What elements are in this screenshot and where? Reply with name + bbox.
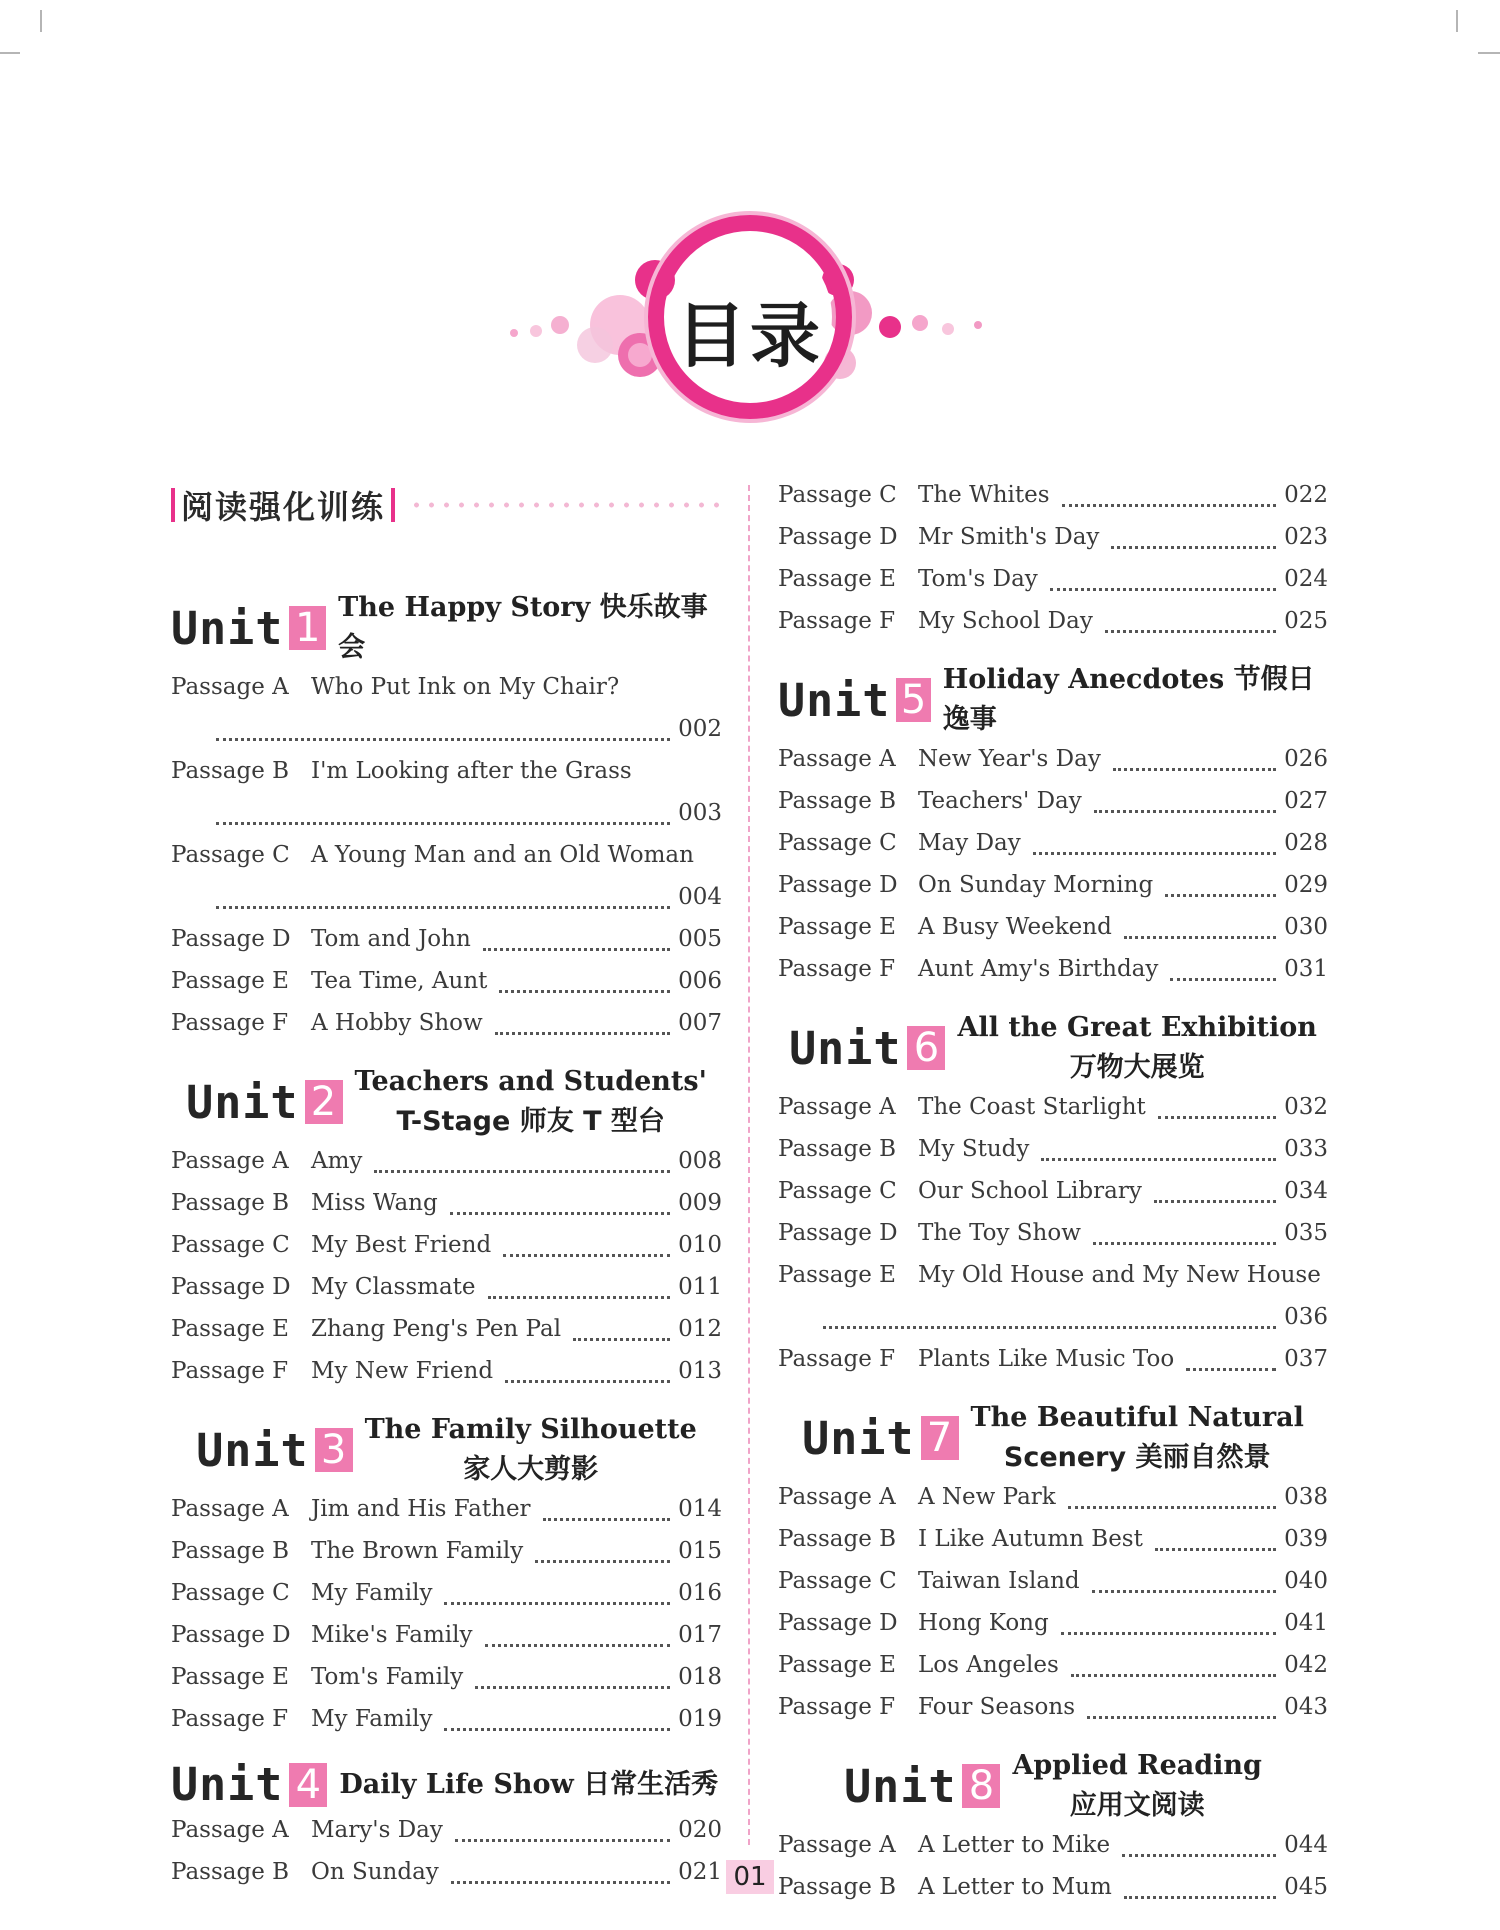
- toc-entry[interactable]: Passage C The Whites 022: [778, 482, 1328, 508]
- toc-entry[interactable]: Passage B I'm Looking after the Grass: [171, 758, 632, 784]
- toc-entry[interactable]: Passage E Tea Time, Aunt 006: [171, 968, 722, 994]
- toc-entry[interactable]: Passage E Tom's Day 024: [778, 566, 1328, 592]
- unit-title: Daily Life Show 日常生活秀: [339, 1768, 719, 1800]
- unit-title: Applied Reading 应用文阅读: [1012, 1750, 1262, 1821]
- unit-title: The Beautiful Natural Scenery 美丽自然景: [970, 1402, 1304, 1473]
- toc-entry[interactable]: Passage D Hong Kong 041: [778, 1610, 1328, 1636]
- toc-entry[interactable]: Passage F A Hobby Show 007: [171, 1010, 722, 1036]
- toc-entry[interactable]: Passage D Mike's Family 017: [171, 1622, 722, 1648]
- unit-heading: [171, 588, 722, 668]
- section-bar: [391, 488, 395, 522]
- toc-entry[interactable]: Passage A Who Put Ink on My Chair?: [171, 674, 620, 700]
- unit-word: Unit: [171, 1758, 284, 1811]
- unit-word: Unit: [789, 1021, 902, 1075]
- toc-entry[interactable]: Passage E A Busy Weekend 030: [778, 914, 1328, 940]
- toc-entry[interactable]: Passage D Tom and John 005: [171, 926, 722, 952]
- toc-entry[interactable]: Passage D The Toy Show 035: [778, 1220, 1328, 1246]
- page-number: 01: [726, 1860, 774, 1894]
- toc-entry[interactable]: Passage A A Letter to Mike 044: [778, 1832, 1328, 1858]
- toc-entry[interactable]: Passage B The Brown Family 015: [171, 1538, 722, 1564]
- unit-title: Teachers and Students' T-Stage 师友 T 型台: [354, 1066, 707, 1137]
- unit-heading: [171, 1062, 722, 1142]
- toc-entry[interactable]: Passage C My Family 016: [171, 1580, 722, 1606]
- toc-entry[interactable]: Passage A Mary's Day 020: [171, 1817, 722, 1843]
- toc-right-column: [778, 482, 1328, 1916]
- toc-entry-leader[interactable]: 003: [171, 800, 722, 842]
- toc-entry[interactable]: Passage B A Letter to Mum 045: [778, 1874, 1328, 1900]
- unit-word: Unit: [844, 1759, 957, 1813]
- toc-entry[interactable]: Passage F My New Friend 013: [171, 1358, 722, 1384]
- page-title: 目录: [676, 295, 824, 377]
- unit-title: Holiday Anecdotes 节假日逸事: [942, 664, 1315, 735]
- toc-entry[interactable]: Passage F My School Day 025: [778, 608, 1328, 634]
- toc-entry[interactable]: Passage F Four Seasons 043: [778, 1694, 1328, 1720]
- toc-entry[interactable]: Passage C My Best Friend 010: [171, 1232, 722, 1258]
- toc-entry[interactable]: Passage E Los Angeles 042: [778, 1652, 1328, 1678]
- unit-word: Unit: [778, 673, 891, 727]
- unit-heading: [171, 1758, 722, 1811]
- toc-entry[interactable]: Passage C May Day 028: [778, 830, 1328, 856]
- unit-number: 8: [962, 1764, 1000, 1808]
- toc-entry[interactable]: Passage D Mr Smith's Day 023: [778, 524, 1328, 550]
- unit-heading: [171, 1410, 722, 1490]
- unit-number: 7: [921, 1416, 959, 1460]
- unit-number: 4: [289, 1763, 327, 1807]
- crop-mark: [0, 52, 20, 54]
- unit-title: The Family Silhouette 家人大剪影: [364, 1414, 697, 1485]
- toc-entry[interactable]: Passage A New Year's Day 026: [778, 746, 1328, 772]
- toc-entry-leader[interactable]: 004: [171, 884, 722, 926]
- unit-heading: [778, 660, 1328, 740]
- section-header: [171, 478, 722, 532]
- toc-entry[interactable]: Passage C Taiwan Island 040: [778, 1568, 1328, 1594]
- section-title: 阅读强化训练: [181, 488, 386, 526]
- toc-left-column: [171, 478, 722, 1901]
- toc-entry[interactable]: Passage B Miss Wang 009: [171, 1190, 722, 1216]
- unit-heading: [778, 1008, 1328, 1088]
- unit-number: 2: [305, 1080, 343, 1124]
- toc-entry[interactable]: Passage F Aunt Amy's Birthday 031: [778, 956, 1328, 982]
- unit-heading: [778, 1398, 1328, 1478]
- toc-entry[interactable]: Passage E Zhang Peng's Pen Pal 012: [171, 1316, 722, 1342]
- column-divider: [748, 485, 750, 1845]
- toc-entry[interactable]: Passage B I Like Autumn Best 039: [778, 1526, 1328, 1552]
- unit-number: 5: [896, 678, 930, 722]
- toc-entry[interactable]: Passage B My Study 033: [778, 1136, 1328, 1162]
- toc-entry[interactable]: Passage B Teachers' Day 027: [778, 788, 1328, 814]
- toc-entry[interactable]: Passage A Jim and His Father 014: [171, 1496, 722, 1522]
- toc-entry[interactable]: Passage C Our School Library 034: [778, 1178, 1328, 1204]
- unit-title: The Happy Story 快乐故事会: [338, 592, 708, 663]
- toc-entry-leader[interactable]: 036: [778, 1304, 1328, 1346]
- crop-mark: [40, 10, 42, 32]
- toc-entry[interactable]: Passage F Plants Like Music Too 037: [778, 1346, 1328, 1372]
- toc-entry[interactable]: Passage B On Sunday 021: [171, 1859, 722, 1885]
- toc-entry[interactable]: Passage C A Young Man and an Old Woman: [171, 842, 694, 868]
- unit-heading: [778, 1746, 1328, 1826]
- toc-entry[interactable]: Passage A The Coast Starlight 032: [778, 1094, 1328, 1120]
- toc-entry[interactable]: Passage E My Old House and My New House: [778, 1262, 1321, 1288]
- section-dots: [409, 498, 722, 512]
- unit-number: 1: [289, 606, 326, 650]
- unit-title: All the Great Exhibition 万物大展览: [957, 1012, 1317, 1083]
- toc-entry-leader[interactable]: 002: [171, 716, 722, 758]
- unit-number: 3: [315, 1428, 353, 1472]
- toc-entry[interactable]: Passage A A New Park 038: [778, 1484, 1328, 1510]
- unit-word: Unit: [196, 1423, 309, 1477]
- unit-word: Unit: [802, 1411, 915, 1465]
- crop-mark: [1478, 52, 1500, 54]
- unit-number: 6: [907, 1026, 945, 1070]
- crop-mark: [1456, 10, 1458, 32]
- unit-word: Unit: [171, 601, 284, 655]
- toc-entry[interactable]: Passage A Amy 008: [171, 1148, 722, 1174]
- toc-entry[interactable]: Passage F My Family 019: [171, 1706, 722, 1732]
- toc-entry[interactable]: Passage D On Sunday Morning 029: [778, 872, 1328, 898]
- toc-entry[interactable]: Passage D My Classmate 011: [171, 1274, 722, 1300]
- unit-word: Unit: [186, 1075, 299, 1129]
- toc-entry[interactable]: Passage E Tom's Family 018: [171, 1664, 722, 1690]
